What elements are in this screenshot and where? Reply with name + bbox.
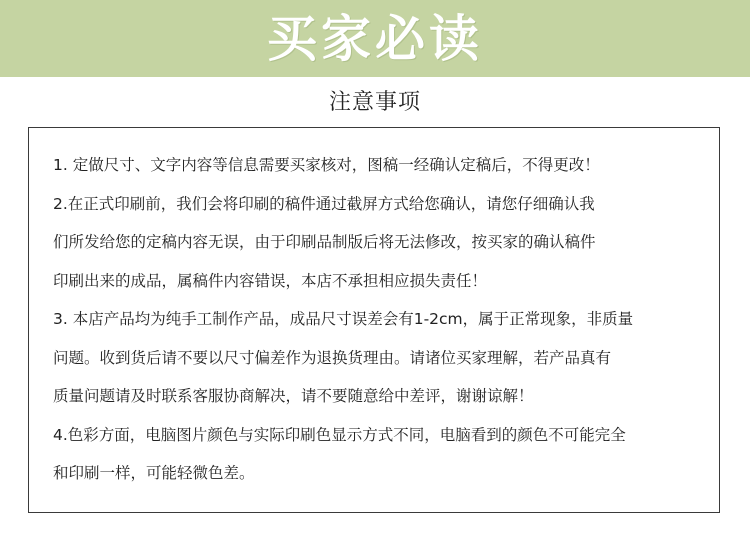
notice-line: 2.在正式印刷前，我们会将印刷的稿件通过截屏方式给您确认，请您仔细确认我: [53, 194, 595, 213]
notice-item-2: [53, 185, 701, 301]
notice-line: 1. 定做尺寸、文字内容等信息需要买家核对，图稿一经确认定稿后，不得更改！: [53, 156, 600, 174]
header-banner: [0, 0, 750, 77]
section-title: 注意事项: [328, 90, 421, 115]
notice-item-3: [53, 300, 701, 416]
notice-line: 问题。收到货后请不要以尺寸偏差作为退换货理由。请诸位买家理解，若产品真有: [53, 348, 612, 367]
notice-line: 和印刷一样，可能轻微色差。: [53, 464, 255, 482]
banner-title: 买家必读: [267, 9, 483, 68]
notice-box: [28, 127, 720, 513]
notice-line: 印刷出来的成品，属稿件内容错误，本店不承担相应损失责任！: [53, 271, 488, 290]
notice-line: 质量问题请及时联系客服协商解决，请不要随意给中差评，谢谢谅解！: [53, 387, 534, 405]
notice-line: 们所发给您的定稿内容无误，由于印刷品制版后将无法修改，按买家的确认稿件: [53, 233, 596, 251]
notice-item-4: [53, 416, 701, 493]
notice-item-1: [53, 146, 701, 185]
notice-line: 4.色彩方面，电脑图片颜色与实际印刷色显示方式不同，电脑看到的颜色不可能完全: [53, 425, 626, 444]
notice-line: 3. 本店产品均为纯手工制作产品，成品尺寸误差会有1-2cm，属于正常现象，非质量: [53, 310, 634, 328]
